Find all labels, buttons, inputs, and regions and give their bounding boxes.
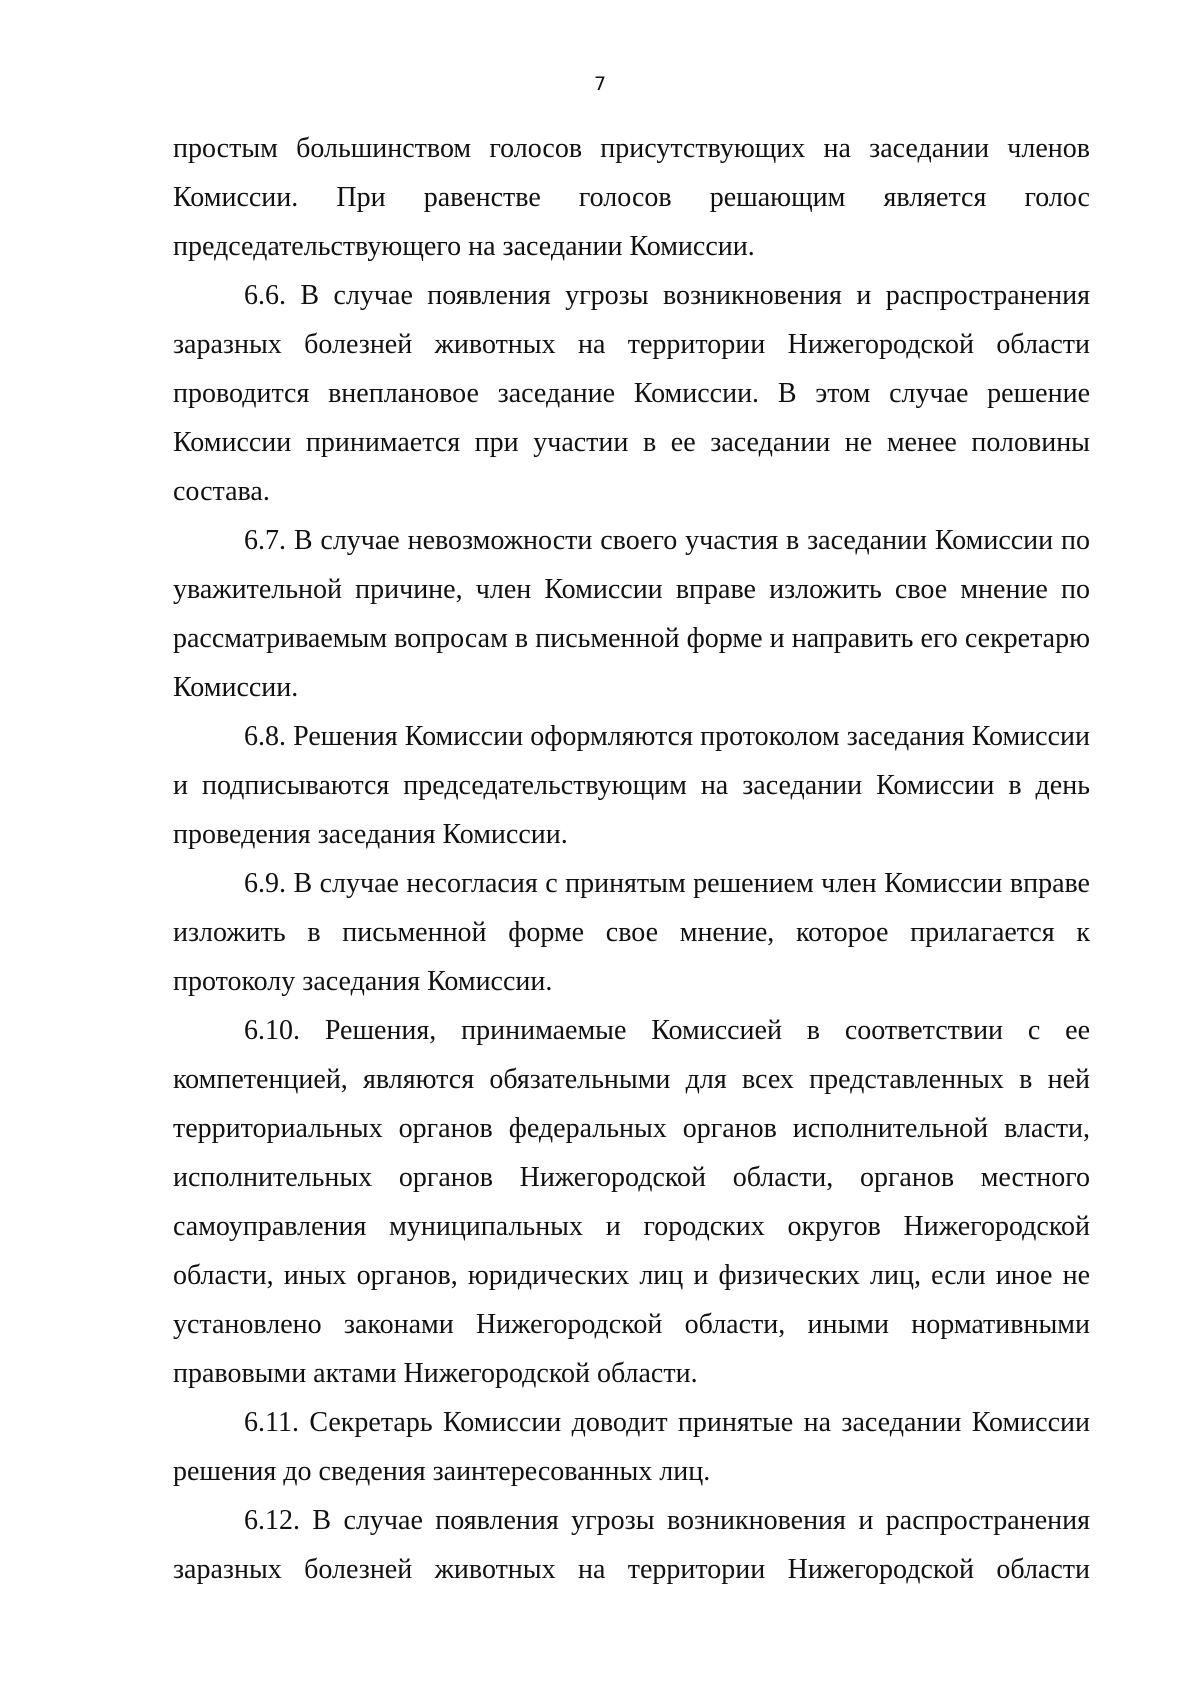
paragraph-6-9: 6.9. В случае несогласия с принятым решением член Комиссии вправе изложить в письменной форме свое мнение, которое прилагается к протоколу заседания Комиссии. [173,868,1090,997]
document-body [173,124,1090,1594]
paragraph-6-8: 6.8. Решения Комиссии оформляются протоколом заседания Комиссии и подписываются председательствующим на заседании Комиссии в день проведения заседания Комиссии. [173,721,1090,850]
paragraph-6-10: 6.10. Решения, принимаемые Комиссией в соответствии с ее компетенцией, являются обязательными для всех представленных в ней территориальных органов федеральных органов исполнительной власти, исполнительных органов Нижегородской области, органов местного самоуправления муниципальных и городских округов Нижегородской области, иных органов, юридических лиц и физических лиц, если иное не установлено законами Нижегородской области, иными нормативными правовыми актами Нижегородской области. [173,1015,1090,1389]
paragraph-6-6: 6.6. В случае появления угрозы возникновения и распространения заразных болезней животных на территории Нижегородской области проводится внеплановое заседание Комиссии. В этом случае решение Комиссии принимается при участии в ее заседании не менее половины состава. [173,280,1090,507]
paragraph-6-11: 6.11. Секретарь Комиссии доводит принятые на заседании Комиссии решения до сведения заинтересованных лиц. [173,1407,1090,1487]
page-number: 7 [593,73,607,95]
paragraph-6-12: 6.12. В случае появления угрозы возникновения и распространения заразных болезней животных на территории Нижегородской области [173,1505,1090,1585]
paragraph-continuation: простым большинством голосов присутствующих на заседании членов Комиссии. При равенстве голосов решающим является голос председательствующего на заседании Комиссии. [173,133,1090,262]
paragraph-6-7: 6.7. В случае невозможности своего участия в заседании Комиссии по уважительной причине, член Комиссии вправе изложить свое мнение по рассматриваемым вопросам в письменной форме и направить его секретарю Комиссии. [173,525,1090,703]
